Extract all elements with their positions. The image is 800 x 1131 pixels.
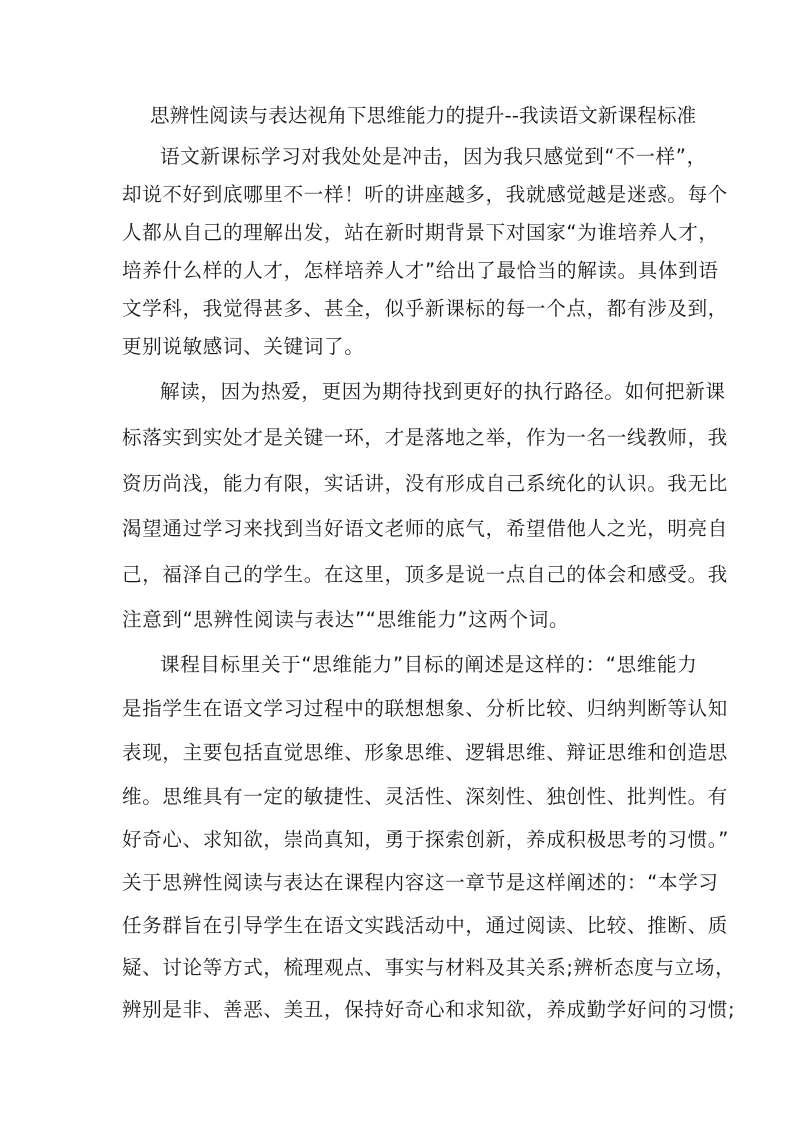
text-line: 资历尚浅，能力有限，实话讲，没有形成自己系统化的认识。我无比: [122, 472, 729, 495]
text-line: 课程目标里关于“思维能力”目标的阐述是这样的：“思维能力: [160, 653, 698, 676]
text-line: 人都从自己的理解出发，站在新时期背景下对国家“为谁培养人才，: [122, 221, 719, 244]
text-line: 语文新课标学习对我处处是冲击，因为我只感觉到“不一样”，: [160, 145, 707, 168]
text-line: 好奇心、求知欲，崇尚真知，勇于探索创新，养成积极思考的习惯。”: [122, 828, 730, 851]
text-line: 关于思辨性阅读与表达在课程内容这一章节是这样阐述的：“本学习: [122, 871, 719, 894]
text-line: 培养什么样的人才，怎样培养人才”给出了最恰当的解读。具体到语: [122, 259, 719, 282]
text-line: 辨别是非、善恶、美丑，保持好奇心和求知欲，养成勤学好问的习惯;: [122, 998, 736, 1021]
text-line: 注意到“思辨性阅读与表达”“思维能力”这两个词。: [122, 608, 570, 631]
text-line: 己，福泽自己的学生。在这里，顶多是说一点自己的体会和感受。我: [122, 563, 729, 586]
text-line: 维。思维具有一定的敏捷性、灵活性、深刻性、独创性、批判性。有: [122, 785, 729, 808]
text-line: 渴望通过学习来找到当好语文老师的底气，希望借他人之光，明亮自: [122, 517, 729, 540]
document-title: 思辨性阅读与表达视角下思维能力的提升--我读语文新课程标准: [150, 104, 697, 127]
text-line: 文学科，我觉得甚多、甚全，似乎新课标的每一个点，都有涉及到，: [122, 297, 729, 320]
text-line: 疑、讨论等方式，梳理观点、事实与材料及其关系;辨析态度与立场，: [122, 956, 736, 979]
text-line: 标落实到实处才是关键一环，才是落地之举，作为一名一线教师，我: [122, 426, 729, 449]
text-line: 却说不好到底哪里不一样！听的讲座越多，我就感觉越是迷惑。每个: [122, 183, 729, 206]
text-line: 是指学生在语文学习过程中的联想想象、分析比较、归纳判断等认知: [122, 697, 729, 720]
text-line: 解读，因为热爱，更因为期待找到更好的执行路径。如何把新课: [160, 380, 726, 403]
text-line: 表现，主要包括直觉思维、形象思维、逻辑思维、辩证思维和创造思: [122, 741, 729, 764]
text-line: 任务群旨在引导学生在语文实践活动中，通过阅读、比较、推断、质: [122, 914, 729, 937]
text-line: 更别说敏感词、关键词了。: [122, 335, 365, 358]
